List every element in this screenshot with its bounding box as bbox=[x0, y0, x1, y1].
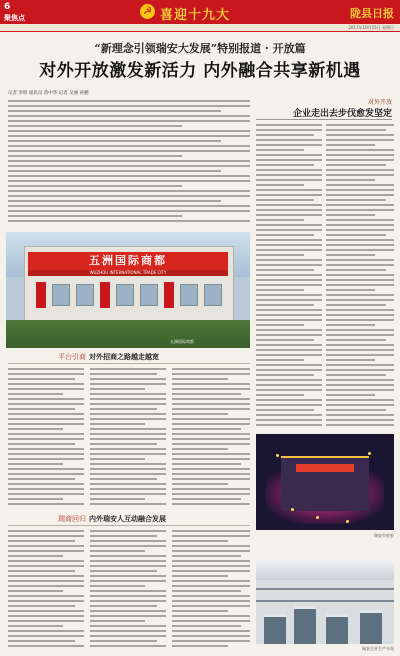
section-1-column-1 bbox=[8, 368, 84, 508]
factory-photo bbox=[256, 560, 394, 644]
dateline-text: 2017年10月15日 星期日 bbox=[348, 25, 394, 30]
section-1-column-3 bbox=[172, 368, 250, 508]
masthead-slogan: 喜迎十九大 bbox=[160, 8, 231, 23]
section-heading-1 bbox=[58, 352, 159, 362]
section-1-prefix: 平台引商 bbox=[58, 353, 86, 361]
section-2-title: 内外瑞安人互动融合发展 bbox=[89, 515, 166, 523]
section-name: 聚焦点 bbox=[4, 14, 25, 22]
article-kicker: “新理念引领瑞安大发展”特别报道 · 开放篇 bbox=[94, 42, 306, 55]
newspaper-name: 陇县日报 bbox=[350, 7, 394, 20]
mall-photo-caption: 五洲国际商都 bbox=[170, 339, 194, 344]
section-2-column-1 bbox=[8, 530, 84, 650]
section-2-column-2 bbox=[90, 530, 166, 650]
factory-photo-caption: 瑞安企业生产车间 bbox=[362, 646, 394, 651]
section-1-column-2 bbox=[90, 368, 166, 508]
section-heading-2 bbox=[58, 514, 166, 524]
mall-sign: 五洲国际商都 bbox=[28, 252, 228, 270]
page-number: 6 bbox=[4, 2, 11, 12]
side-section-rule bbox=[256, 119, 392, 120]
dateline-bar bbox=[0, 24, 400, 32]
section-1-rule bbox=[8, 363, 250, 364]
mall-sign-sub: WUZHOU INTERNATIONAL TRADE CITY bbox=[28, 270, 228, 276]
section-2-prefix: 瑞商回归 bbox=[58, 515, 86, 523]
mall-photo bbox=[6, 232, 250, 348]
side-section-tag: 对外开放 bbox=[367, 99, 392, 106]
section-2-rule bbox=[8, 525, 250, 526]
night-photo-caption: 瑞安市夜景 bbox=[374, 533, 394, 538]
party-emblem-icon: ☭ bbox=[140, 4, 155, 19]
article-byline: 记者 李明 通讯员 蒋中华 记者 吴丽 孙鹏 bbox=[8, 91, 89, 96]
side-column-2 bbox=[326, 124, 394, 430]
side-section-title: 企业走出去步伐愈发坚定 bbox=[292, 109, 392, 119]
masthead bbox=[0, 0, 400, 24]
night-scene-photo bbox=[256, 434, 394, 530]
lead-text-block bbox=[8, 100, 250, 228]
section-2-column-3 bbox=[172, 530, 250, 650]
article-headline: 对外开放激发新活力 内外融合共享新机遇 bbox=[39, 61, 361, 81]
side-column-1 bbox=[256, 124, 322, 430]
section-1-title: 对外招商之路越走越宽 bbox=[89, 353, 159, 361]
